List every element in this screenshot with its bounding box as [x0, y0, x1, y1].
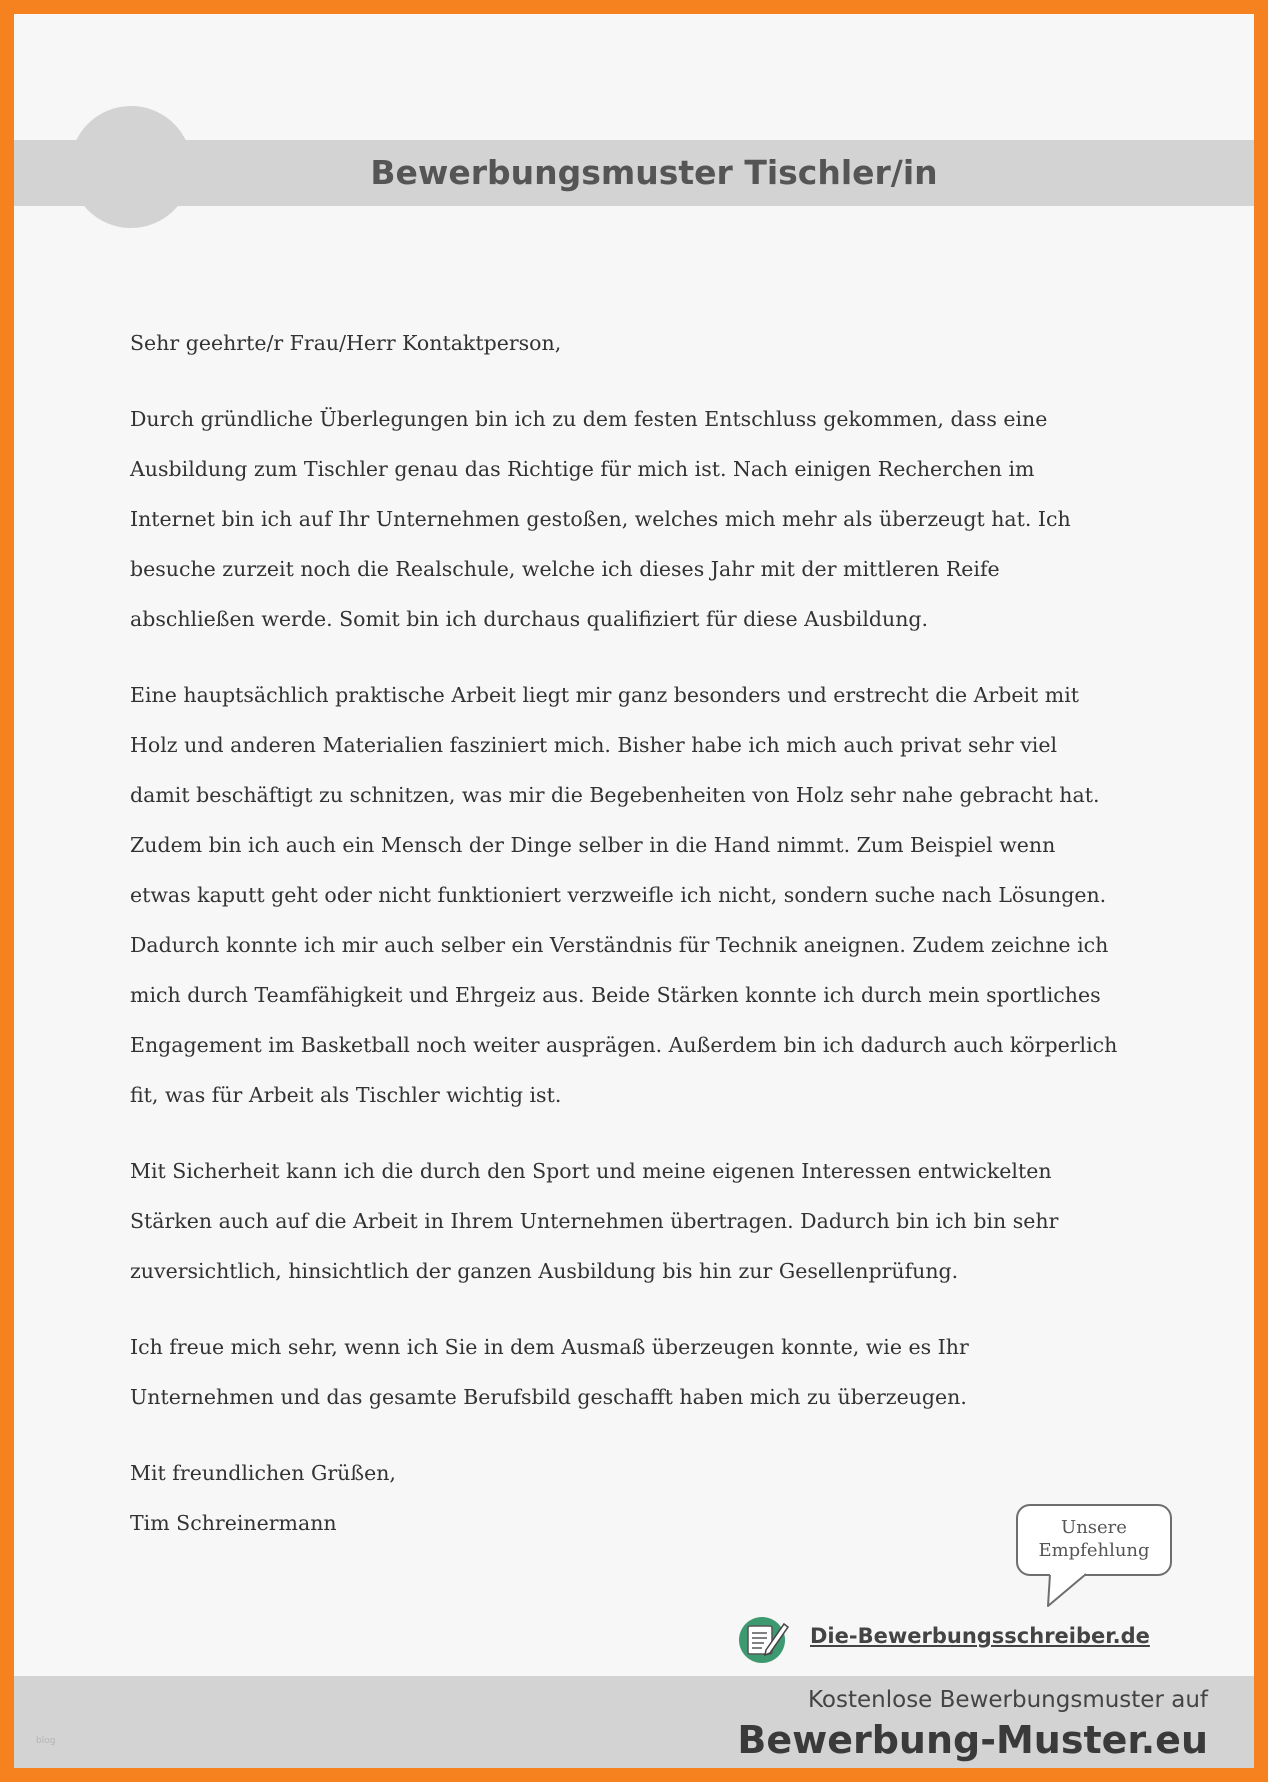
- page-title: Bewerbungsmuster Tischler/in: [370, 153, 938, 192]
- text-line: fit, was für Arbeit als Tischler wichtig ist.: [130, 1083, 562, 1107]
- text-line: mich durch Teamfähigkeit und Ehrgeiz aus. Beide Stärken konnte ich durch mein sportliches: [130, 983, 1101, 1007]
- salutation: Sehr geehrte/r Frau/Herr Kontaktperson,: [130, 331, 562, 355]
- signoff: [130, 1448, 1170, 1548]
- paragraph-3: [130, 1146, 1170, 1296]
- signature-name: Tim Schreinermann: [130, 1511, 337, 1535]
- text-line: Unternehmen und das gesamte Berufsbild geschafft haben mich zu überzeugen.: [130, 1385, 967, 1409]
- text-line: zuversichtlich, hinsichtlich der ganzen Ausbildung bis hin zur Gesellenprüfung.: [130, 1259, 959, 1283]
- recommendation-bubble: Unsere Empfehlung: [1016, 1504, 1172, 1576]
- document-page: [14, 14, 1254, 1768]
- footer-tiny-label: blog: [36, 1736, 56, 1746]
- text-line: Ausbildung zum Tischler genau das Richtige für mich ist. Nach einigen Recherchen im: [130, 457, 1035, 481]
- closing: Mit freundlichen Grüßen,: [130, 1461, 396, 1485]
- recommendation-link[interactable]: Die-Bewerbungsschreiber.de: [810, 1624, 1150, 1648]
- paragraph-2: [130, 670, 1170, 1120]
- text-line: Eine hauptsächlich praktische Arbeit liegt mir ganz besonders und erstrecht die Arbeit mit: [130, 683, 1080, 707]
- bubble-tail-icon: [1044, 1572, 1094, 1608]
- text-line: Stärken auch auf die Arbeit in Ihrem Unternehmen übertragen. Dadurch bin ich bin sehr: [130, 1209, 1059, 1233]
- text-line: abschließen werde. Somit bin ich durchaus qualifiziert für diese Ausbildung.: [130, 607, 929, 631]
- text-line: Engagement im Basketball noch weiter ausprägen. Außerdem bin ich dadurch auch körperlich: [130, 1033, 1118, 1057]
- text-line: Mit Sicherheit kann ich die durch den Sport und meine eigenen Interessen entwickelten: [130, 1159, 1052, 1183]
- text-line: Durch gründliche Überlegungen bin ich zu dem festen Entschluss gekommen, dass eine: [130, 407, 1048, 431]
- text-line: besuche zurzeit noch die Realschule, welche ich dieses Jahr mit der mittleren Reife: [130, 557, 1000, 581]
- footer-site-name[interactable]: Bewerbung-Muster.eu: [737, 1718, 1208, 1762]
- paragraph-1: [130, 394, 1170, 644]
- letter-body: [130, 318, 1170, 1548]
- text-line: Ich freue mich sehr, wenn ich Sie in dem Ausmaß überzeugen konnte, wie es Ihr: [130, 1335, 969, 1359]
- text-line: Zudem bin ich auch ein Mensch der Dinge selber in die Hand nimmt. Zum Beispiel wenn: [130, 833, 1056, 857]
- text-line: Holz und anderen Materialien fasziniert mich. Bisher habe ich mich auch privat sehr viel: [130, 733, 1058, 757]
- text-line: damit beschäftigt zu schnitzen, was mir die Begebenheiten von Holz sehr nahe gebracht hat.: [130, 783, 1100, 807]
- recommendation-link-row[interactable]: [736, 1614, 1156, 1664]
- paragraph-4: [130, 1322, 1170, 1422]
- text-line: Internet bin ich auf Ihr Unternehmen gestoßen, welches mich mehr als überzeugt hat. Ich: [130, 507, 1071, 531]
- text-line: Dadurch konnte ich mir auch selber ein Verständnis für Technik aneignen. Zudem zeichne ich: [130, 933, 1109, 957]
- notepad-pen-icon: [736, 1614, 792, 1664]
- footer-tagline: Kostenlose Bewerbungsmuster auf: [808, 1687, 1208, 1713]
- text-line: etwas kaputt geht oder nicht funktioniert verzweifle ich nicht, sondern suche nach Lösungen.: [130, 883, 1107, 907]
